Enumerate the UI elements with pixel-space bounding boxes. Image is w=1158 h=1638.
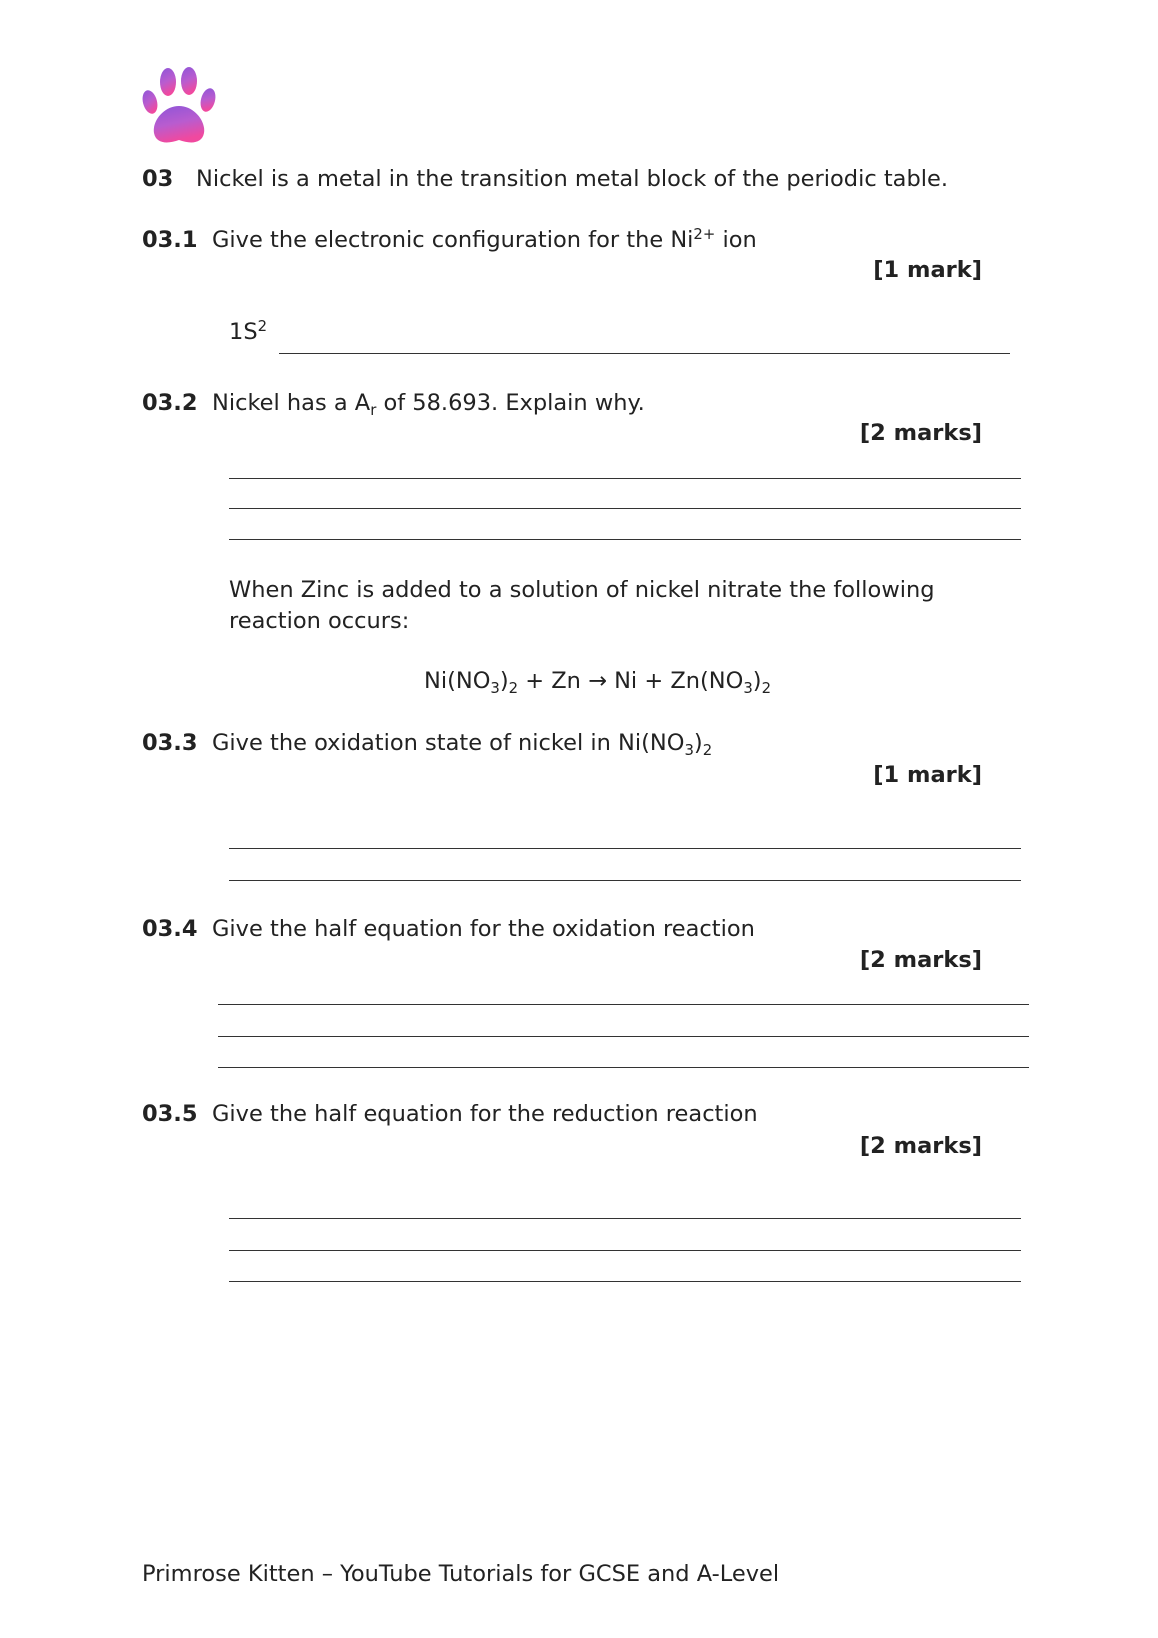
answer-prefix: $1S^2$	[229, 316, 268, 345]
marks-label: [1 mark]	[873, 762, 982, 788]
question-03-2	[142, 390, 645, 420]
arrow-icon: →	[588, 668, 607, 694]
paw-print-icon	[142, 66, 218, 148]
question-text: Nickel has a A	[212, 390, 371, 416]
answer-line[interactable]	[229, 848, 1021, 849]
answer-line[interactable]	[218, 1036, 1029, 1037]
question-text: Give the half equation for the oxidation reaction	[212, 916, 755, 942]
ar-subscript: r	[370, 401, 377, 420]
marks-label: [2 marks]	[859, 947, 982, 973]
answer-line[interactable]	[229, 478, 1021, 479]
question-number: 03.2	[142, 390, 198, 416]
question-03-3: 03.3 Give the oxidation state of nickel in $Ni(NO_3)_2$	[142, 730, 713, 760]
question-number: 03.4	[142, 916, 198, 942]
answer-line[interactable]	[229, 1250, 1021, 1251]
question-text-end: ion	[715, 227, 757, 253]
footer-text: Primrose Kitten – YouTube Tutorials for GCSE and A-Level	[142, 1561, 780, 1587]
question-number: 03.5	[142, 1101, 198, 1127]
answer-line[interactable]	[229, 880, 1021, 881]
answer-line[interactable]	[229, 539, 1021, 540]
question-text: Give the electronic configuration for the Ni	[212, 227, 694, 253]
question-number: 03.3	[142, 730, 198, 756]
reaction-intro	[229, 575, 935, 637]
answer-line[interactable]	[279, 353, 1010, 354]
question-number: 03	[142, 166, 174, 192]
question-text-end: of 58.693. Explain why.	[376, 390, 645, 416]
intro-line-2: reaction occurs:	[229, 608, 410, 634]
answer-line[interactable]	[229, 508, 1021, 509]
chemical-equation: $Ni(NO_3)_2 + Zn \to Ni + Zn(NO_3)_2$	[424, 668, 772, 698]
answer-line[interactable]	[229, 1218, 1021, 1219]
marks-label: [2 marks]	[859, 420, 982, 446]
ion-charge: 2+	[693, 224, 716, 243]
intro-line-1: When Zinc is added to a solution of nickel nitrate the following	[229, 577, 935, 603]
question-03	[142, 166, 948, 192]
answer-line[interactable]	[229, 1281, 1021, 1282]
question-03-4	[142, 916, 755, 942]
question-text: Give the oxidation state of nickel in Ni(NO	[212, 730, 685, 756]
question-03-5	[142, 1101, 758, 1127]
marks-label: [1 mark]	[873, 257, 982, 283]
question-text: Give the half equation for the reduction reaction	[212, 1101, 758, 1127]
question-03-1	[142, 224, 757, 253]
answer-line[interactable]	[218, 1004, 1029, 1005]
question-text: Nickel is a metal in the transition metal block of the periodic table.	[196, 166, 948, 192]
question-number: 03.1	[142, 227, 198, 253]
marks-label: [2 marks]	[859, 1133, 982, 1159]
answer-line[interactable]	[218, 1067, 1029, 1068]
